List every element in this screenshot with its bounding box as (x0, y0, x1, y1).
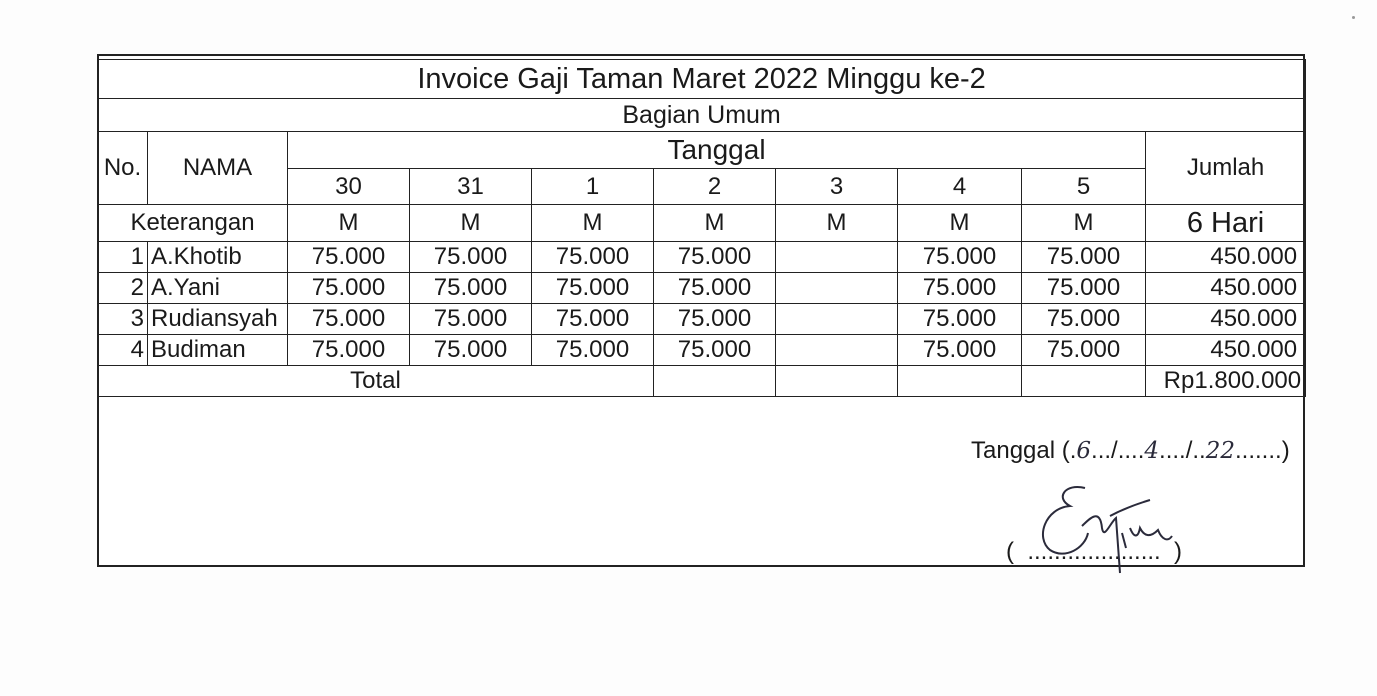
total-value: Rp1.800.000 (1146, 366, 1306, 397)
row-no: 4 (98, 335, 148, 366)
status-cell: M (288, 205, 410, 242)
total-empty-cell (898, 366, 1022, 397)
amount-cell (776, 273, 898, 304)
total-empty-cell (776, 366, 898, 397)
scan-speck (1352, 16, 1355, 19)
date-cell: 4 (898, 169, 1022, 205)
amount-cell: 75.000 (288, 304, 410, 335)
status-cell: M (532, 205, 654, 242)
row-no: 2 (98, 273, 148, 304)
sign-date-label: Tanggal ( (971, 437, 1070, 464)
table-row (98, 242, 1306, 273)
invoice-title: Invoice Gaji Taman Maret 2022 Minggu ke-2 (98, 60, 1306, 99)
date-cell: 1 (532, 169, 654, 205)
amount-cell: 75.000 (654, 335, 776, 366)
sign-day: 6 (1076, 438, 1092, 464)
amount-cell: 75.000 (1022, 273, 1146, 304)
amount-cell: 75.000 (1022, 335, 1146, 366)
amount-cell: 75.000 (288, 335, 410, 366)
row-jumlah: 450.000 (1146, 242, 1306, 273)
amount-cell: 75.000 (532, 304, 654, 335)
row-jumlah: 450.000 (1146, 273, 1306, 304)
table-row (98, 273, 1306, 304)
header-nama: NAMA (148, 132, 288, 205)
row-no: 1 (98, 242, 148, 273)
department-label: Bagian Umum (98, 99, 1306, 132)
amount-cell: 75.000 (898, 273, 1022, 304)
amount-cell: 75.000 (410, 304, 532, 335)
amount-cell: 75.000 (654, 304, 776, 335)
sign-year: 22 (1205, 438, 1235, 464)
amount-cell: 75.000 (1022, 242, 1146, 273)
paren-close: ) (1174, 538, 1183, 565)
date-cell: 5 (1022, 169, 1146, 205)
row-nama: Budiman (148, 335, 288, 366)
total-empty-cell (1022, 366, 1146, 397)
amount-cell: 75.000 (654, 242, 776, 273)
sign-close: ) (1281, 437, 1290, 464)
dots: . (1069, 437, 1077, 464)
status-cell: M (1022, 205, 1146, 242)
date-cell: 31 (410, 169, 532, 205)
table-row (98, 335, 1306, 366)
amount-cell: 75.000 (532, 273, 654, 304)
row-nama: A.Khotib (148, 242, 288, 273)
keterangan-label: Keterangan (98, 205, 288, 242)
status-cell: M (898, 205, 1022, 242)
header-no: No. (98, 132, 148, 205)
dots: .../.... (1091, 437, 1145, 464)
date-cell: 30 (288, 169, 410, 205)
sign-date (971, 437, 1290, 465)
amount-cell (776, 242, 898, 273)
total-empty-cell (654, 366, 776, 397)
amount-cell: 75.000 (410, 242, 532, 273)
date-cell: 3 (776, 169, 898, 205)
row-jumlah: 450.000 (1146, 304, 1306, 335)
amount-cell: 75.000 (654, 273, 776, 304)
amount-cell: 75.000 (288, 273, 410, 304)
header-jumlah: Jumlah (1146, 132, 1306, 205)
row-nama: Rudiansyah (148, 304, 288, 335)
row-jumlah: 450.000 (1146, 335, 1306, 366)
date-cell: 2 (654, 169, 776, 205)
signature-icon (1030, 478, 1183, 578)
paren-open: ( (1006, 538, 1014, 565)
amount-cell (776, 304, 898, 335)
dots: ....... (1235, 437, 1282, 464)
amount-cell: 75.000 (532, 335, 654, 366)
invoice-table (97, 59, 1306, 397)
amount-cell: 75.000 (1022, 304, 1146, 335)
row-nama: A.Yani (148, 273, 288, 304)
dots: ..../.. (1159, 437, 1206, 464)
row-no: 3 (98, 304, 148, 335)
amount-cell: 75.000 (898, 242, 1022, 273)
status-cell: M (776, 205, 898, 242)
amount-cell: 75.000 (288, 242, 410, 273)
status-cell: M (654, 205, 776, 242)
header-tanggal: Tanggal (288, 132, 1146, 169)
amount-cell: 75.000 (410, 335, 532, 366)
amount-cell: 75.000 (898, 304, 1022, 335)
amount-cell: 75.000 (898, 335, 1022, 366)
status-cell: M (410, 205, 532, 242)
amount-cell (776, 335, 898, 366)
amount-cell: 75.000 (532, 242, 654, 273)
sign-month: 4 (1144, 438, 1160, 464)
table-row (98, 304, 1306, 335)
total-label: Total (98, 366, 654, 397)
amount-cell: 75.000 (410, 273, 532, 304)
jumlah-hari: 6 Hari (1146, 205, 1306, 242)
dots: .................... (1014, 538, 1175, 565)
